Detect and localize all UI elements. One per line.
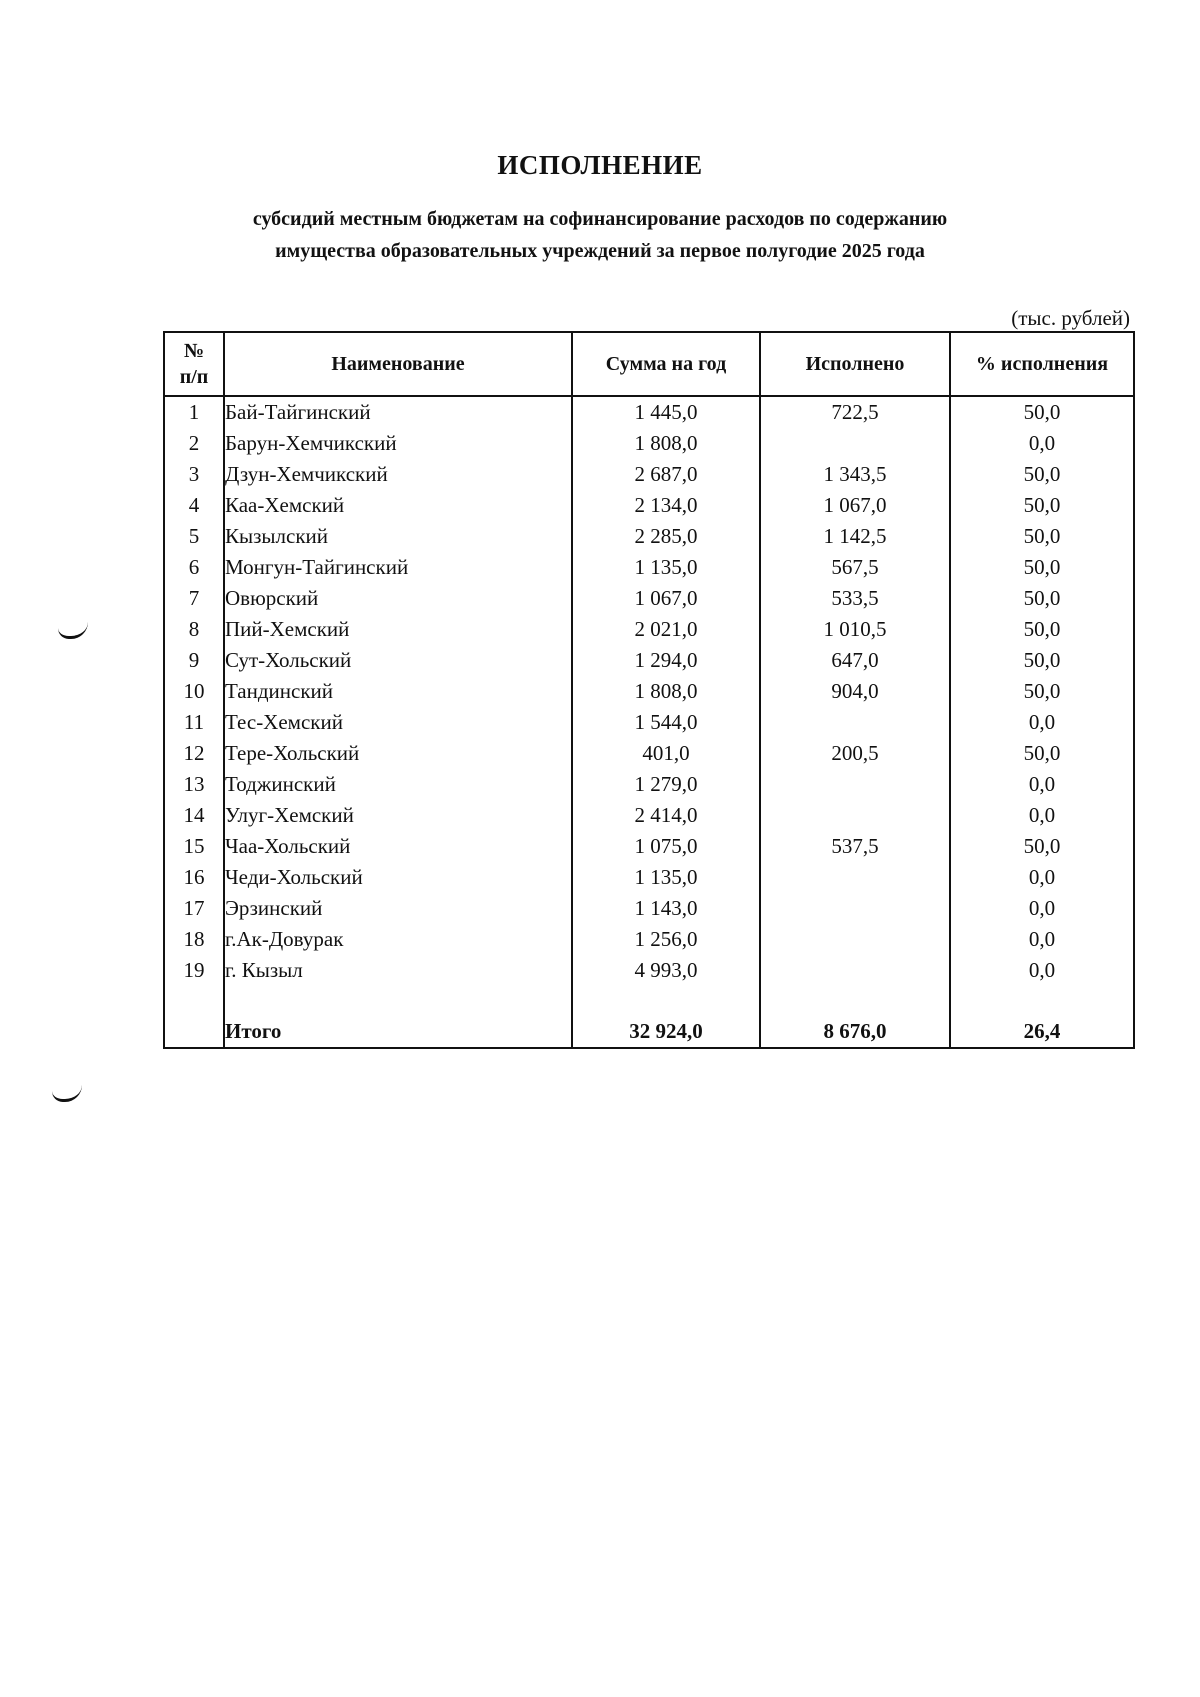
cell-done: 647,0 [760, 645, 950, 676]
cell-name: Дзун-Хемчикский [224, 459, 572, 490]
table-row [164, 738, 1134, 769]
cell-sum: 2 414,0 [572, 800, 760, 831]
cell-name: Улуг-Хемский [224, 800, 572, 831]
cell-num: 12 [164, 738, 224, 769]
cell-done: 904,0 [760, 676, 950, 707]
table-row [164, 552, 1134, 583]
cell-done [760, 893, 950, 924]
cell-pct: 0,0 [950, 707, 1134, 738]
cell-sum: 1 808,0 [572, 428, 760, 459]
subtitle-line-2: имущества образовательных учреждений за первое полугодие 2025 года [275, 240, 925, 262]
cell-num: 19 [164, 955, 224, 986]
cell-name: г. Кызыл [224, 955, 572, 986]
cell-num: 7 [164, 583, 224, 614]
cell-sum: 4 993,0 [572, 955, 760, 986]
cell-name: г.Ак-Довурак [224, 924, 572, 955]
cell-pct: 50,0 [950, 583, 1134, 614]
cell-name: Тоджинский [224, 769, 572, 800]
margin-mark [52, 1085, 82, 1102]
cell-name: Чеди-Хольский [224, 862, 572, 893]
cell-name: Бай-Тайгинский [224, 396, 572, 428]
cell-sum: 2 687,0 [572, 459, 760, 490]
cell-name: Эрзинский [224, 893, 572, 924]
cell-num: 18 [164, 924, 224, 955]
total-num-cell [164, 1016, 224, 1048]
cell-sum: 1 294,0 [572, 645, 760, 676]
cell-done: 1 142,5 [760, 521, 950, 552]
subtitle-line-1: субсидий местным бюджетам на софинансирование расходов по содержанию [252, 208, 948, 230]
cell-pct: 0,0 [950, 800, 1134, 831]
total-done-cell: 8 676,0 [760, 1016, 950, 1048]
cell-num: 1 [164, 396, 224, 428]
table-row [164, 459, 1134, 490]
cell-sum: 1 445,0 [572, 396, 760, 428]
cell-sum: 1 143,0 [572, 893, 760, 924]
table-row [164, 924, 1134, 955]
cell-done [760, 707, 950, 738]
table-row [164, 614, 1134, 645]
cell-num: 5 [164, 521, 224, 552]
cell-sum: 1 067,0 [572, 583, 760, 614]
cell-pct: 50,0 [950, 614, 1134, 645]
total-pct-cell: 26,4 [950, 1016, 1134, 1048]
cell-sum: 1 135,0 [572, 862, 760, 893]
cell-done: 1 067,0 [760, 490, 950, 521]
table-row [164, 831, 1134, 862]
cell-name: Тере-Хольский [224, 738, 572, 769]
cell-num: 10 [164, 676, 224, 707]
total-row [164, 1016, 1134, 1048]
table-row [164, 800, 1134, 831]
cell-name: Барун-Хемчикский [224, 428, 572, 459]
cell-pct: 50,0 [950, 738, 1134, 769]
cell-done: 1 010,5 [760, 614, 950, 645]
cell-pct: 50,0 [950, 552, 1134, 583]
cell-num: 16 [164, 862, 224, 893]
document-subtitle [150, 203, 1050, 267]
cell-name: Кызылский [224, 521, 572, 552]
cell-pct: 0,0 [950, 769, 1134, 800]
cell-num: 15 [164, 831, 224, 862]
cell-done: 533,5 [760, 583, 950, 614]
header-num-line-2: п/п [179, 366, 209, 388]
cell-done: 1 343,5 [760, 459, 950, 490]
cell-sum: 2 134,0 [572, 490, 760, 521]
cell-name: Пий-Хемский [224, 614, 572, 645]
cell-pct: 0,0 [950, 955, 1134, 986]
table-header-row [164, 332, 1134, 396]
cell-sum: 2 021,0 [572, 614, 760, 645]
cell-name: Сут-Хольский [224, 645, 572, 676]
cell-sum: 1 135,0 [572, 552, 760, 583]
cell-pct: 50,0 [950, 490, 1134, 521]
cell-pct: 50,0 [950, 396, 1134, 428]
subsidy-table [163, 331, 1135, 1049]
table-row [164, 862, 1134, 893]
table-row [164, 955, 1134, 986]
cell-done [760, 800, 950, 831]
cell-pct: 0,0 [950, 924, 1134, 955]
cell-sum: 1 544,0 [572, 707, 760, 738]
table-row [164, 707, 1134, 738]
cell-sum: 1 279,0 [572, 769, 760, 800]
cell-pct: 50,0 [950, 459, 1134, 490]
document-title: ИСПОЛНЕНИЕ [497, 150, 703, 180]
cell-name: Монгун-Тайгинский [224, 552, 572, 583]
cell-done: 567,5 [760, 552, 950, 583]
table-row [164, 490, 1134, 521]
cell-name: Каа-Хемский [224, 490, 572, 521]
cell-done [760, 924, 950, 955]
cell-name: Тес-Хемский [224, 707, 572, 738]
table-row [164, 396, 1134, 428]
header-name: Наименование [224, 332, 572, 396]
table-row [164, 893, 1134, 924]
header-sum: Сумма на год [572, 332, 760, 396]
cell-name: Чаа-Хольский [224, 831, 572, 862]
cell-pct: 0,0 [950, 428, 1134, 459]
cell-num: 3 [164, 459, 224, 490]
table-row [164, 428, 1134, 459]
total-name-cell: Итого [224, 1016, 572, 1048]
cell-num: 14 [164, 800, 224, 831]
cell-done: 537,5 [760, 831, 950, 862]
cell-num: 6 [164, 552, 224, 583]
margin-mark [58, 622, 88, 639]
cell-sum: 401,0 [572, 738, 760, 769]
cell-num: 4 [164, 490, 224, 521]
cell-pct: 50,0 [950, 645, 1134, 676]
spacer-row [164, 986, 1134, 1016]
cell-name: Овюрский [224, 583, 572, 614]
cell-pct: 50,0 [950, 676, 1134, 707]
cell-sum: 1 256,0 [572, 924, 760, 955]
cell-done [760, 862, 950, 893]
cell-sum: 1 075,0 [572, 831, 760, 862]
cell-done [760, 769, 950, 800]
cell-pct: 50,0 [950, 831, 1134, 862]
cell-done [760, 955, 950, 986]
table-row [164, 583, 1134, 614]
cell-done [760, 428, 950, 459]
cell-pct: 0,0 [950, 862, 1134, 893]
table-row [164, 769, 1134, 800]
header-num-line-1: № [183, 340, 205, 362]
table-row [164, 676, 1134, 707]
table-body [164, 396, 1134, 1048]
cell-sum: 2 285,0 [572, 521, 760, 552]
header-done: Исполнено [760, 332, 950, 396]
cell-num: 2 [164, 428, 224, 459]
total-sum-cell: 32 924,0 [572, 1016, 760, 1048]
cell-sum: 1 808,0 [572, 676, 760, 707]
units-label: (тыс. рублей) [1011, 306, 1130, 330]
cell-done: 200,5 [760, 738, 950, 769]
cell-num: 13 [164, 769, 224, 800]
cell-num: 17 [164, 893, 224, 924]
table-row [164, 521, 1134, 552]
cell-pct: 50,0 [950, 521, 1134, 552]
cell-num: 11 [164, 707, 224, 738]
header-pct: % исполнения [950, 332, 1134, 396]
cell-pct: 0,0 [950, 893, 1134, 924]
header-num [164, 332, 224, 396]
cell-done: 722,5 [760, 396, 950, 428]
cell-name: Тандинский [224, 676, 572, 707]
cell-num: 9 [164, 645, 224, 676]
cell-num: 8 [164, 614, 224, 645]
table-row [164, 645, 1134, 676]
